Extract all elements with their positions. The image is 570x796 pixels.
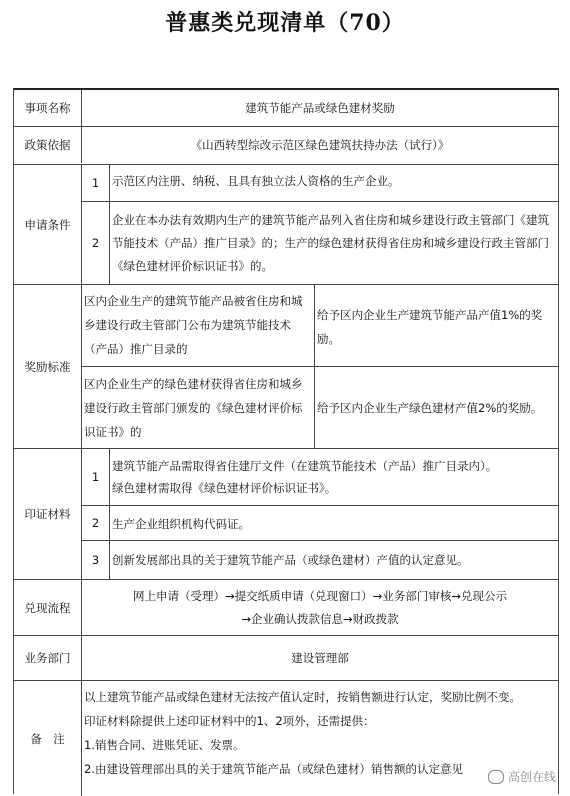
row-item-name [14,90,558,126]
condition-text-1: 示范区内注册、纳税、且具有独立法人资格的生产企业。 [112,174,400,188]
row-department [14,636,558,680]
condition-num-1: 1 [91,175,100,190]
label-remarks: 备 注 [14,681,82,796]
material-text-2: 生产企业组织机构代码证。 [112,517,250,531]
value-policy-basis: 《山西转型综改示范区绿色建筑扶持办法（试行）》 [190,138,450,152]
condition-num-2: 2 [91,235,100,250]
reward-value-2: 给予区内企业生产绿色建材产值2%的奖励。 [317,401,543,415]
reward-condition-1: 区内企业生产的建筑节能产品被省住房和城乡建设行政主管部门公布为建筑节能技术（产品）推广目录的 [84,294,303,356]
wechat-icon [488,770,504,784]
process-line-1: 网上申请（受理）→提交纸质申请（兑现窗口）→业务部门审核→兑现公示 [133,589,507,603]
label-conditions: 申请条件 [14,165,82,284]
remarks-line-2: 印证材料除提供上述印证材料中的1、2项外，还需提供： [84,714,375,728]
watermark-text: 高创在线 [507,770,556,784]
page-title: 普惠类兑现清单（70） [165,10,405,36]
process-line-2: →企业确认拨款信息→财政拨款 [241,612,399,626]
material-num-2: 2 [91,515,100,530]
label-process: 兑现流程 [14,580,82,635]
label-department: 业务部门 [14,636,82,680]
material-text-1b: 绿色建材需取得《绿色建材评价标识证书》。 [112,481,337,495]
material-text-3: 创新发展部出具的关于建筑节能产品（或绿色建材）产值的认定意见。 [112,553,469,567]
reward-condition-2: 区内企业生产的绿色建材获得省住房和城乡建设行政主管部门颁发的《绿色建材评价标识证书》的 [84,377,303,439]
label-reward: 奖励标准 [14,285,82,448]
remarks-line-3: 1.销售合同、进账凭证、发票。 [84,738,245,752]
material-num-3: 3 [91,552,100,567]
value-item-name: 建筑节能产品或绿色建材奖励 [245,101,395,115]
value-department: 建设管理部 [291,651,349,665]
remarks-line-1: 以上建筑节能产品或绿色建材无法按产值认定时，按销售额进行认定，奖励比例不变。 [84,690,521,704]
policy-table [13,88,559,794]
label-materials: 印证材料 [14,449,82,579]
material-text-1a: 建筑节能产品需取得省住建厅文件（在建筑节能技术（产品）推广目录内）。 [112,459,498,473]
reward-value-1: 给予区内企业生产建筑节能产品产值1%的奖励。 [317,308,543,346]
row-policy-basis [14,127,558,163]
condition-text-2: 企业在本办法有效期内生产的建筑节能产品列入省住房和城乡建设行政主管部门《建筑节能技术（产品）推广目录》的；生产的绿色建材获得省住房和城乡建设行政主管部门《绿色建材评价标识证书》的。 [112,213,549,273]
watermark [488,768,556,785]
label-item-name: 事项名称 [14,90,82,126]
material-num-1: 1 [91,469,100,484]
label-policy-basis: 政策依据 [14,127,82,163]
remarks-line-4: 2.由建设管理部出具的关于建筑节能产品（或绿色建材）销售额的认定意见 [84,762,463,776]
